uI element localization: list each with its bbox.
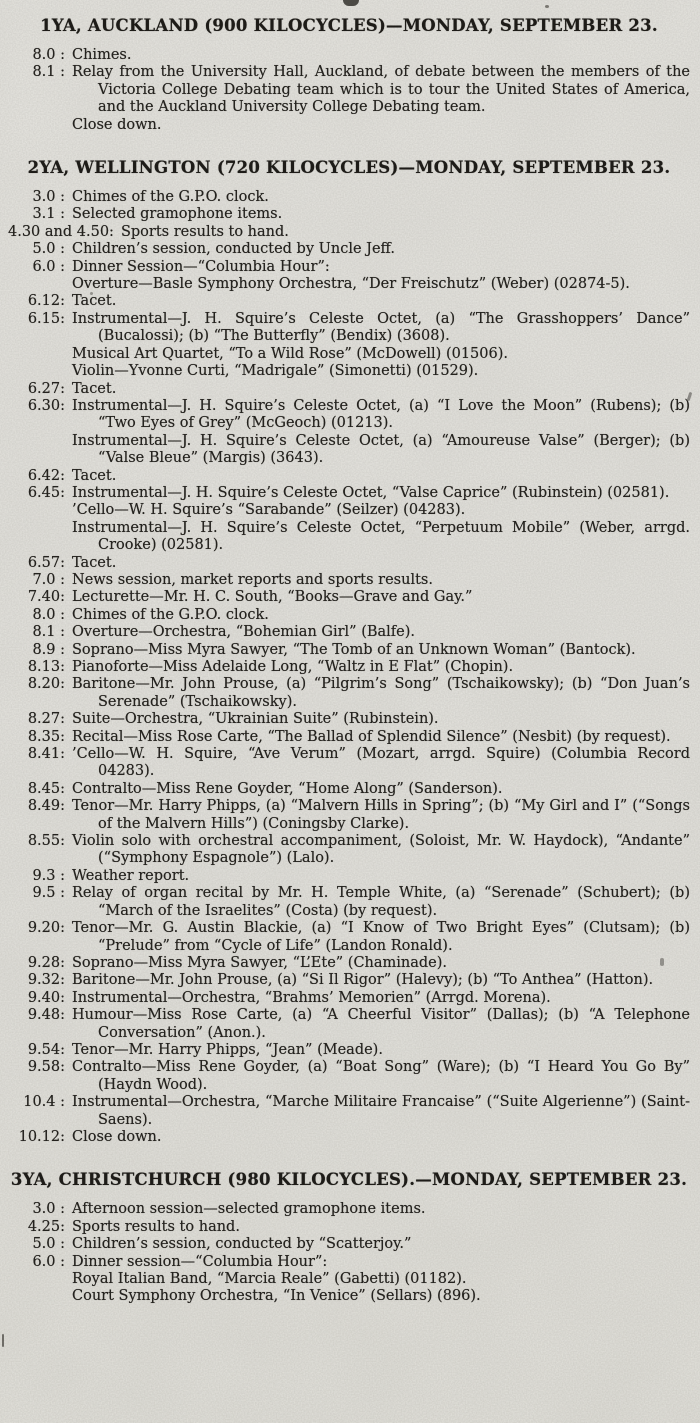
schedule-entry [8, 589, 690, 606]
entry-text: Instrumental—J. H. Squire’s Celeste Octet, (a) “I Love the Moon” (Rubens); (b) “Two Eyes of Grey” (McGeoch) (01213). [72, 397, 690, 432]
entry-text: Tenor—Mr. Harry Phipps, (a) “Malvern Hills in Spring”; (b) “My Girl and I” (“Songs of the Malvern Hills”) (Coningsby Clarke). [72, 798, 690, 832]
schedule-entry [8, 241, 690, 258]
entry-time: 9.5 : [32, 885, 65, 902]
schedule-entry [8, 1254, 690, 1271]
schedule-entry [8, 955, 690, 972]
entry-text: Instrumental—Orchestra, “Brahms’ Memorien” (Arrgd. Morena). [72, 989, 551, 1006]
schedule-entry [8, 920, 690, 955]
entry-time: 8.0 : [32, 47, 65, 63]
entry-time: 4.30 and 4.50: [8, 223, 114, 240]
schedule-entry [8, 711, 690, 728]
entry-time: 6.12: [27, 293, 65, 310]
entry-text: Instrumental—J. H. Squire’s Celeste Octet, “Valse Caprice” (Rubinstein) (02581). [72, 484, 670, 501]
entry-time: 6.57: [27, 554, 65, 571]
entry-text: Weather report. [72, 867, 190, 884]
entry-time: 8.55: [27, 833, 65, 850]
schedule-entry [8, 624, 690, 641]
schedule-entry [8, 1007, 690, 1042]
entry-text: Soprano—Miss Myra Sawyer, “L’Ete” (Chaminade). [72, 954, 448, 971]
entry-text: Musical Art Quartet, “To a Wild Rose” (McDowell) (01506). [72, 345, 508, 362]
schedule-entry [8, 1236, 690, 1253]
schedule-entry [8, 833, 690, 868]
entry-time: 9.40: [27, 989, 65, 1006]
entry-text: Instrumental—Orchestra, “Marche Militaire Francaise” (“Suite Algerienne”) (Saint-Saens). [72, 1094, 690, 1128]
schedule-entry [8, 1042, 690, 1059]
schedule-entry [8, 520, 690, 555]
entry-text: Close down. [72, 116, 162, 133]
schedule-entry [8, 433, 690, 468]
entry-time: 8.41: [27, 746, 65, 763]
schedule-entry [8, 676, 690, 711]
entry-text: Tacet. [72, 467, 117, 484]
entry-time: 6.27: [27, 380, 65, 397]
entry-time: 7.40: [27, 589, 65, 606]
entry-text: News session, market reports and sports results. [72, 571, 433, 588]
entry-time: 6.0 : [32, 258, 65, 275]
entry-time: 8.20: [27, 676, 65, 693]
entry-text: Sports results to hand. [72, 1218, 240, 1235]
entry-time: 8.9 : [32, 641, 65, 658]
margin-stray-mark [2, 1334, 4, 1347]
entry-text: Tacet. [72, 554, 117, 571]
schedule-entry [8, 468, 690, 485]
entry-text: Instrumental—J. H. Squire’s Celeste Octet, “Perpetuum Mobile” (Weber, arrgd. Crooke) (02581). [72, 519, 690, 554]
entry-text: Suite—Orchestra, “Ukrainian Suite” (Rubinstein). [72, 711, 439, 728]
entry-text: Contralto—Miss Rene Goyder, “Home Along” (Sanderson). [72, 780, 503, 797]
station-heading: 3YA, CHRISTCHURCH (980 KILOCYCLES).—MONDAY, SEPTEMBER 23. [10, 1170, 688, 1190]
entry-time: 8.35: [27, 728, 65, 745]
entry-text: Afternoon session—selected gramophone items. [72, 1201, 426, 1218]
schedule-entry [8, 798, 690, 833]
entry-time: 8.45: [27, 780, 65, 797]
schedule-entry [8, 746, 690, 781]
entry-text: Tacet. [72, 293, 117, 310]
schedule-entry [8, 1094, 690, 1129]
entry-text: Sports results to hand. [120, 223, 289, 240]
entry-time: 6.30: [27, 397, 65, 414]
entry-text: Instrumental—J. H. Squire’s Celeste Octet, (a) “Amoureuse Valse” (Berger); (b) “Valse Bleue” (Margis) (3643). [72, 432, 690, 467]
entry-text: Selected gramophone items. [72, 206, 283, 223]
entry-time: 8.13: [27, 659, 65, 675]
entry-time: 3.1 : [32, 206, 65, 223]
schedule-entry [8, 572, 690, 589]
entry-time: 9.20: [27, 920, 65, 937]
entry-text: Royal Italian Band, “Marcia Reale” (Gabetti) (01182). [72, 1271, 467, 1287]
entry-text: Chimes of the G.P.O. clock. [72, 606, 269, 623]
entry-time: 8.1 : [32, 64, 65, 81]
entry-time: 9.58: [27, 1059, 65, 1076]
entry-time: 5.0 : [32, 1236, 65, 1253]
schedule-entry [8, 1129, 690, 1146]
entry-text: Baritone—Mr. John Prouse, (a) “Pilgrim’s Song” (Tschaikowsky); (b) “Don Juan’s Serenade” (Tschaikowsky). [72, 676, 690, 710]
entry-time: 6.45: [27, 484, 65, 501]
entry-text: ’Cello—W. H. Squire, “Ave Verum” (Mozart, arrgd. Squire) (Columbia Record 04283). [72, 746, 690, 780]
schedule-entry [8, 224, 690, 241]
entry-text: Baritone—Mr. John Prouse, (a) “Si Il Rigor” (Halevy); (b) “To Anthea” (Hatton). [72, 972, 654, 989]
entry-text: Relay of organ recital by Mr. H. Temple White, (a) “Serenade” (Schubert); (b) “March of the Israelites” (Costa) (by request). [72, 885, 690, 919]
schedule-entry [8, 381, 690, 398]
entry-time: 8.0 : [32, 606, 65, 623]
entry-text: Tenor—Mr. Harry Phipps, “Jean” (Meade). [72, 1041, 383, 1058]
entry-time: 10.4 : [23, 1094, 65, 1111]
schedule-entry [8, 607, 690, 624]
entry-time: 4.25: [27, 1218, 65, 1235]
entry-time: 8.27: [27, 711, 65, 728]
schedule-entry [8, 259, 690, 276]
station-heading: 1YA, AUCKLAND (900 KILOCYCLES)—MONDAY, SEPTEMBER 23. [40, 16, 658, 35]
entry-text: Tacet. [72, 380, 117, 397]
schedule-entry [8, 346, 690, 363]
schedule-entry [8, 729, 690, 746]
entry-text: Violin solo with orchestral accompaniment, (Soloist, Mr. W. Haydock), “Andante” (“Symphony Espagnole”) (Lalo). [72, 833, 690, 867]
schedule-entry [8, 1219, 690, 1236]
entry-time: 3.0 : [32, 1201, 65, 1218]
entry-text: ’Cello—W. H. Squire’s “Sarabande” (Seilzer) (04283). [72, 502, 466, 519]
schedule-entry [8, 781, 690, 798]
schedule-entry [8, 64, 690, 116]
entry-time: 9.48: [27, 1007, 65, 1024]
schedule-entry [8, 972, 690, 989]
schedule-entry [8, 189, 690, 206]
schedule-entry [8, 868, 690, 885]
schedule-entry [8, 1201, 690, 1218]
entry-text: Lecturette—Mr. H. C. South, “Books—Grave and Gay.” [72, 589, 473, 606]
entry-time: 8.49: [27, 798, 65, 815]
schedule-entry [8, 1288, 690, 1305]
schedule-entry [8, 293, 690, 310]
entry-time: 6.0 : [32, 1253, 65, 1270]
schedule-entry [8, 398, 690, 433]
entry-time: 8.1 : [32, 624, 65, 641]
entry-text: Chimes. [72, 47, 132, 63]
schedule-entry [8, 311, 690, 346]
schedule-entry [8, 885, 690, 920]
entry-text: Humour—Miss Rose Carte, (a) “A Cheerful Visitor” (Dallas); (b) “A Telephone Conversation” (Anon.). [72, 1007, 690, 1041]
entry-text: Overture—Orchestra, “Bohemian Girl” (Balfe). [72, 624, 416, 641]
station-heading: 2YA, WELLINGTON (720 KILOCYCLES)—MONDAY, SEPTEMBER 23. [27, 158, 671, 178]
entry-time: 3.0 : [32, 189, 65, 206]
entry-text: Overture—Basle Symphony Orchestra, “Der Freischutz” (Weber) (02874-5). [72, 276, 630, 293]
entry-time: 5.0 : [32, 241, 65, 258]
entry-text: Children’s session, conducted by “Scatterjoy.” [72, 1236, 412, 1253]
entry-time: 9.28: [27, 954, 65, 971]
schedule-entry [8, 1059, 690, 1094]
entry-text: Children’s session, conducted by Uncle Jeff. [72, 241, 395, 258]
schedule-entry [8, 206, 690, 223]
entry-time: 9.3 : [32, 867, 65, 884]
entry-time: 9.32: [27, 972, 65, 989]
entry-text: Contralto—Miss Rene Goyder, (a) “Boat Song” (Ware); (b) “I Heard You Go By” (Haydn Wood). [72, 1059, 690, 1093]
entry-time: 6.42: [27, 467, 65, 484]
entry-text: Dinner session—“Columbia Hour”: [72, 1253, 328, 1270]
schedule-entry [8, 990, 690, 1007]
schedule-entry [8, 555, 690, 572]
entry-text: Violin—Yvonne Curti, “Madrigale” (Simonetti) (01529). [72, 363, 479, 380]
schedule-entry [8, 642, 690, 659]
entry-text: Tenor—Mr. G. Austin Blackie, (a) “I Know of Two Bright Eyes” (Clutsam); (b) “Prelude” from “Cycle of Life” (Landon Ronald). [72, 920, 690, 954]
schedule-entry [8, 117, 690, 134]
station-section-2ya-wellington [8, 158, 690, 1146]
schedule-entry [8, 659, 690, 676]
entry-time: 6.15: [27, 310, 65, 327]
schedule-entry [8, 1271, 690, 1288]
schedule-entry [8, 502, 690, 519]
station-section-1ya-auckland [8, 16, 690, 134]
entry-text: Chimes of the G.P.O. clock. [72, 189, 269, 206]
entry-text: Pianoforte—Miss Adelaide Long, “Waltz in E Flat” (Chopin). [72, 659, 514, 675]
entry-text: Relay from the University Hall, Auckland, of debate between the members of the Victoria College Debating team which is to tour the United States of America, and the Auckland University College Debating team. [72, 64, 690, 116]
schedule-entry [8, 47, 690, 64]
entry-text: Court Symphony Orchestra, “In Venice” (Sellars) (896). [72, 1288, 481, 1305]
station-section-3ya-christchurch [8, 1170, 690, 1305]
schedule-entry [8, 363, 690, 380]
entry-text: Instrumental—J. H. Squire’s Celeste Octet, (a) “The Grasshoppers’ Dance” (Bucalossi); (b) “The Butterfly” (Bendix) (3608). [72, 310, 690, 345]
entry-time: 9.54: [27, 1041, 65, 1058]
entry-time: 10.12: [18, 1128, 65, 1145]
entry-text: Close down. [72, 1128, 162, 1145]
schedule-entry [8, 276, 690, 293]
entry-text: Dinner Session—“Columbia Hour”: [72, 258, 330, 275]
entry-text: Soprano—Miss Myra Sawyer, “The Tomb of an Unknown Woman” (Bantock). [72, 641, 636, 658]
entry-text: Recital—Miss Rose Carte, “The Ballad of Splendid Silence” (Nesbit) (by request). [72, 728, 671, 745]
schedule-entry [8, 485, 690, 502]
entry-time: 7.0 : [32, 571, 65, 588]
